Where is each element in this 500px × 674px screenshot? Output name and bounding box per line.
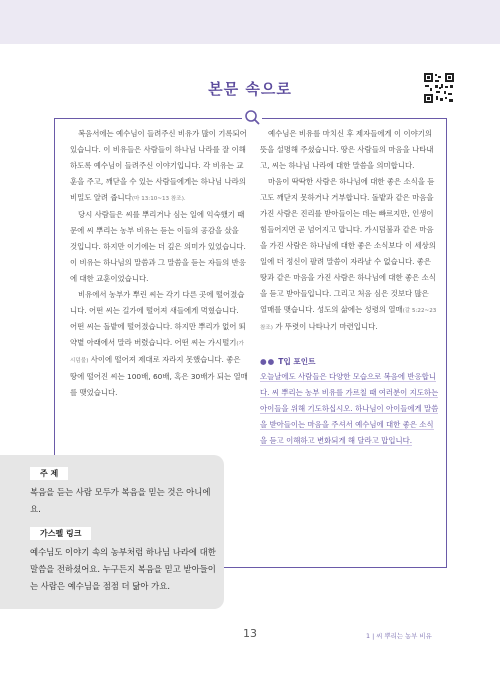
magnifier-icon	[242, 108, 262, 128]
body-column-left	[70, 126, 248, 401]
tip-title: ●● T입 포인트	[260, 357, 316, 366]
gospel-link-text: 예수님도 이야기 속의 농부처럼 하나님 나라에 대한 말씀을 전하셨어요. 누구든지 복음을 믿고 받아들이는 사람은 예수님을 점점 더 닮아 가요.	[30, 547, 216, 591]
scripture-reference: (마 13:10~13 참조).	[131, 196, 186, 202]
gospel-link-label: 가스펠 링크	[30, 527, 91, 540]
running-footer: 1 | 씨 뿌리는 농부 비유	[366, 632, 432, 640]
paragraph: 비유에서 농부가 뿌린 씨는 각기 다른 곳에 떨어졌습니다. 어떤 씨는 길가에 떨어져 새들에게 먹혔습니다. 어떤 씨는 돌밭에 떨어졌습니다. 하지만 뿌리가 없어 뙤약볕 아래에서 말라 버렸습니다. 어떤 씨는 가시떨기(가시덤불) 사이에 떨어져 제대로 자라지 못했습니다. 좋은 땅에 떨어진 씨는 100배, 60배, 혹은 30배가 되는 열매를 맺었습니다.	[70, 290, 248, 397]
paragraph: 당시 사람들은 씨를 뿌리거나 심는 일에 익숙했기 때문에 씨 뿌리는 농부 비유는 듣는 이들의 공감을 샀을 것입니다. 하지만 이기에는 더 깊은 의미가 있었습니다. 이 비유는 하나님의 말씀과 그 말씀을 듣는 자들의 반응에 대한 교훈이었습니다.	[70, 210, 246, 283]
paragraph: 마음이 딱딱한 사람은 하나님에 대한 좋은 소식을 듣고도 깨닫지 못하거나 거부합니다. 돌밭과 같은 마음을 가진 사람은 진리를 받아들이는 데는 빠르지만, 인생이 힘들어지면 곧 넘어지고 맙니다. 가시덤불과 같은 마음을 가진 사람은 하나님에 대한 좋은 소식보다 이 세상의 일에 더 정신이 팔려 말씀이 자라날 수 없습니다. 좋은 땅과 같은 마음을 가진 사람은 하나님에 대한 좋은 소식을 듣고 받아들입니다. 그리고 처음 심은 것보다 많은 열매를 맺습니다. 성도의 삶에는 성령의 열매(갈 5:22~23 참조) 가 뚜렷이 나타나기 마련입니다.	[260, 177, 437, 331]
body-column-right	[260, 126, 438, 336]
bullet-dots-icon: ●●	[260, 357, 276, 366]
paragraph: 예수님은 비유를 마치신 후 제자들에게 이 이야기의 뜻을 설명해 주셨습니다. 땅은 사람들의 마음을 나타내고, 씨는 하나님 나라에 대한 말씀을 의미합니다.	[260, 129, 434, 170]
tip-body: 오늘날에도 사람들은 다양한 모습으로 복음에 반응합니다. 씨 뿌리는 농부 비유를 가르칠 때 여러분이 지도하는 아이들을 위해 기도하십시오. 하나님이 아이들에게 말씀을 받아들이는 마음을 주셔서 예수님에 대한 좋은 소식을 듣고 이해하고 변화되게 해 달라고 맙입니다.	[260, 372, 439, 445]
page-number: 13	[243, 627, 257, 640]
footnote-inline: (가시덤불)	[70, 341, 244, 364]
section-title: 본문 속으로	[208, 80, 292, 98]
paragraph: 복음서에는 예수님이 들려주신 비유가 많이 기록되어 있습니다. 이 비유들은 사람들이 하나님 나라를 잘 이해하도록 예수님이 들려주신 이야기입니다. 각 비유는 교훈을 주고, 깨닫을 수 있는 사람들에게는 하나님 나라의 비밀도 알려 줍니다(마 13:10~13 참조).	[70, 129, 247, 202]
qr-code-icon[interactable]	[423, 72, 455, 104]
teaching-tip	[260, 356, 440, 449]
theme-text: 복음을 듣는 사람 모두가 복음을 믿는 것은 아니에요.	[30, 487, 211, 514]
scripture-reference: (갈 5:22~23 참조)	[260, 308, 437, 331]
header-band	[0, 0, 500, 44]
theme-label: 주 제	[30, 467, 68, 480]
